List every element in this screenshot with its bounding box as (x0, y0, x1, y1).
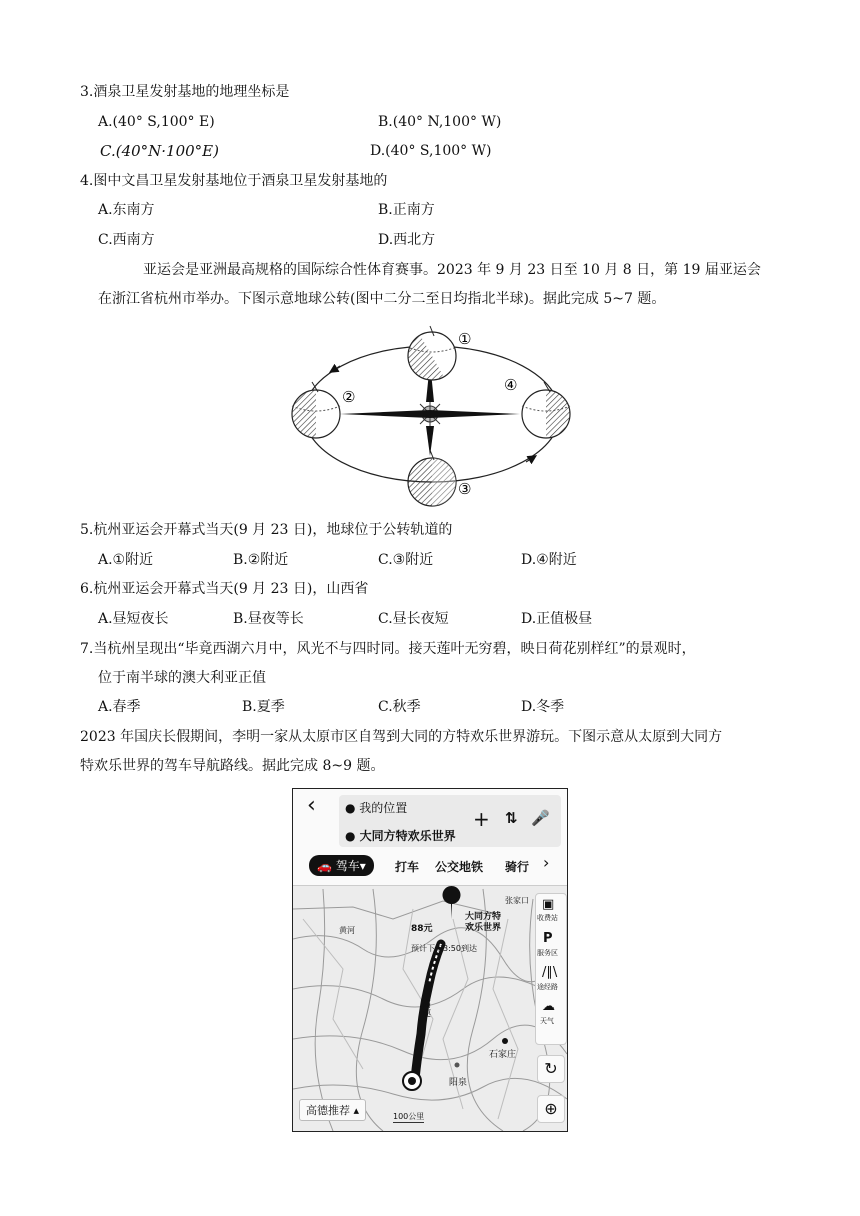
q4-option-d: D.西北方 (378, 232, 436, 248)
tab-bike[interactable]: 骑行 (505, 860, 530, 874)
q7-stem-line1: 7.当杭州呈现出“毕竟西湖六月中，风光不与四时同。接天莲叶无穷碧，映日荷花别样红”的景观时， (80, 641, 696, 657)
globe-2 (292, 382, 340, 438)
q5-option-a: A.①附近 (98, 552, 154, 568)
globe-4 (522, 382, 570, 438)
weather-icon[interactable]: ☁ (542, 999, 555, 1014)
highway-label: 高速 (420, 999, 430, 1017)
label-1: ① (458, 330, 472, 348)
passage1-line1: 亚运会是亚洲最高规格的国际综合性体育赛事。2023 年 9 月 23 日至 10 月 8 日，第 19 届亚运会 (143, 262, 761, 278)
scale-bar: 100公里 (393, 1112, 425, 1121)
globe-1 (408, 326, 456, 380)
q5-option-b: B.②附近 (233, 552, 289, 568)
q3-option-a: A.(40° S,100° E) (98, 114, 215, 130)
q3-option-d: D.(40° S,100° W) (370, 143, 492, 159)
q5-option-c: C.③附近 (378, 552, 434, 568)
q7-option-a: A.春季 (98, 699, 141, 715)
q4-option-c: C.西南方 (98, 232, 155, 248)
locate-icon[interactable]: ⊕ (537, 1095, 565, 1123)
q3-option-c: C.(40°N·100°E) (100, 142, 219, 160)
via-road-label[interactable]: 途经路 (537, 983, 558, 991)
destination-field[interactable]: ● 大同方特欢乐世界 (345, 829, 456, 843)
swap-icon[interactable]: ⇅ (505, 809, 518, 827)
destination-label-1: 大同方特 (465, 912, 502, 922)
q7-stem-line2: 位于南半球的澳大利亚正值 (98, 670, 266, 686)
q6-option-c: C.昼长夜短 (378, 611, 449, 627)
navigation-screenshot (292, 788, 568, 1132)
q4-option-a: A.东南方 (98, 202, 155, 218)
tab-taxi[interactable]: 打车 (395, 860, 420, 874)
place-zhangjiakou: 张家口 (505, 896, 529, 905)
q3-stem: 3.酒泉卫星发射基地的地理坐标是 (80, 84, 290, 100)
origin-field[interactable]: ● 我的位置 (345, 801, 408, 815)
place-yangquan: 阳泉 (449, 1078, 468, 1088)
q7-option-d: D.冬季 (521, 699, 565, 715)
q4-stem: 4.图中文昌卫星发射基地位于酒泉卫星发射基地的 (80, 173, 388, 189)
q7-option-c: C.秋季 (378, 699, 421, 715)
q3-option-b: B.(40° N,100° W) (378, 114, 502, 130)
toll-station-label[interactable]: 收费站 (537, 914, 558, 922)
refresh-icon[interactable]: ↻ (537, 1055, 565, 1083)
q6-stem: 6.杭州亚运会开幕式当天(9 月 23 日)，山西省 (80, 581, 369, 597)
earth-orbit-diagram (280, 322, 600, 512)
eta-label: 预计下午3:50到达 (411, 944, 477, 953)
destination-label-2: 欢乐世界 (465, 923, 502, 933)
label-4: ④ (504, 376, 518, 394)
passage2-line1: 2023 年国庆长假期间，李明一家从太原市区自驾到大同的方特欢乐世界游玩。下图示意从太原到大同方 (80, 729, 723, 745)
q4-option-b: B.正南方 (378, 202, 435, 218)
place-huanghe: 黄河 (339, 926, 355, 935)
service-area-label[interactable]: 服务区 (537, 949, 558, 957)
recommend-button[interactable]: 高德推荐 ▴ (299, 1099, 366, 1121)
voice-icon[interactable]: 🎤 (531, 809, 550, 827)
place-shijiazhuang: 石家庄 (489, 1050, 517, 1060)
weather-label[interactable]: 天气 (540, 1017, 554, 1025)
label-2: ② (342, 388, 356, 406)
service-area-icon[interactable]: P (543, 931, 553, 946)
tab-drive[interactable]: 🚗 驾车▾ (309, 855, 374, 876)
q5-option-d: D.④附近 (521, 552, 577, 568)
passage1-line2: 在浙江省杭州市举办。下图示意地球公转(图中二分二至日均指北半球)。据此完成 5~7 题。 (98, 291, 666, 307)
back-icon[interactable]: ‹ (307, 793, 316, 818)
add-waypoint-icon[interactable]: + (473, 807, 490, 831)
label-3: ③ (458, 480, 472, 498)
q6-option-b: B.昼夜等长 (233, 611, 304, 627)
passage2-line2: 特欢乐世界的驾车导航路线。据此完成 8~9 题。 (80, 758, 385, 774)
price-label: 88元 (411, 924, 433, 934)
toll-station-icon[interactable]: ▣ (542, 897, 555, 912)
q6-option-d: D.正值极昼 (521, 611, 593, 627)
q6-option-a: A.昼短夜长 (98, 611, 169, 627)
tab-transit[interactable]: 公交地铁 (435, 860, 484, 874)
via-road-icon[interactable]: /∥\ (542, 965, 558, 980)
q7-option-b: B.夏季 (242, 699, 285, 715)
globe-3 (408, 450, 456, 506)
q5-stem: 5.杭州亚运会开幕式当天(9 月 23 日)，地球位于公转轨道的 (80, 522, 453, 538)
chevron-right-icon[interactable]: › (543, 853, 550, 872)
